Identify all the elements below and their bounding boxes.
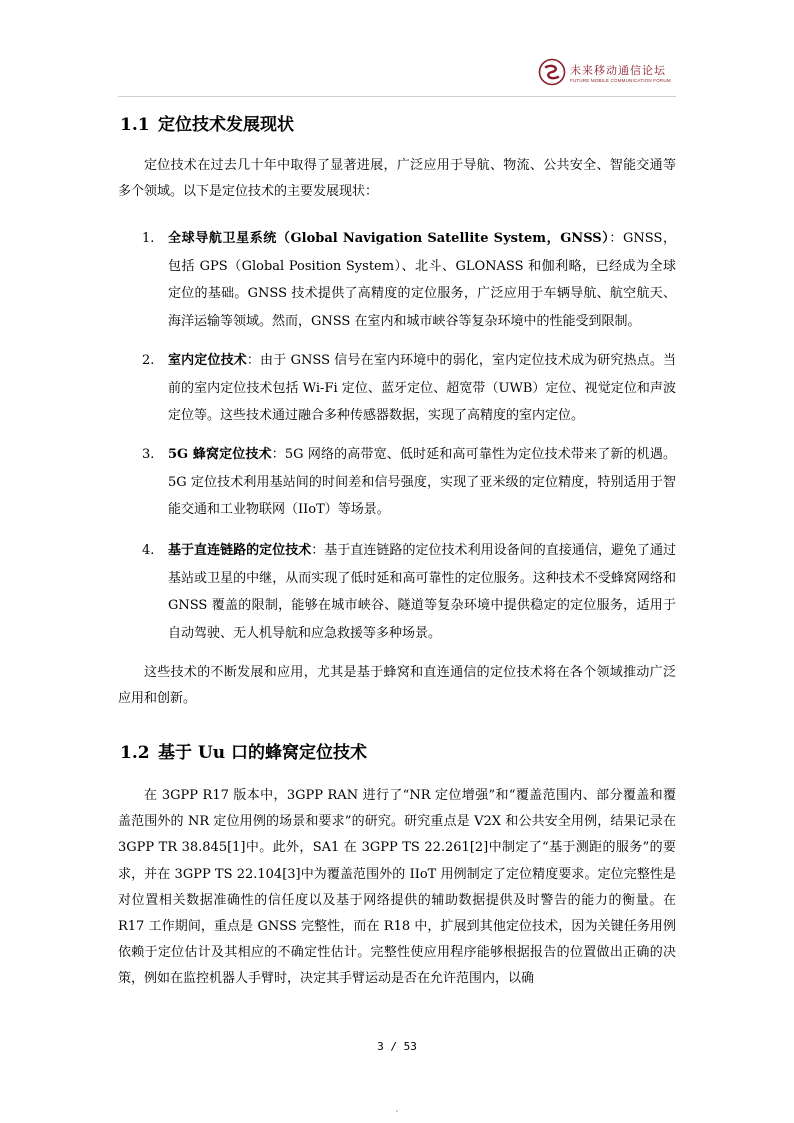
section1-outro: 这些技术的不断发展和应用，尤其是基于蜂窝和直连通信的定位技术将在各个领域推动广泛应用和创新。	[118, 665, 676, 706]
section-heading-1-1	[120, 110, 294, 135]
list-item-text: ：由于 GNSS 信号在室内环境中的弱化，室内定位技术成为研究热点。当前的室内定位技术包括 Wi-Fi 定位、蓝牙定位、超宽带（UWB）定位、视觉定位和声波定位等。这些技术通过融合多种传感器数据，实现了高精度的室内定位。	[168, 353, 676, 423]
forum-logo	[538, 58, 678, 94]
list-item-number: 2.	[142, 353, 155, 368]
list-item-number: 3.	[142, 447, 155, 462]
list-item-term: 室内定位技术	[168, 353, 247, 368]
list-item-number: 4.	[142, 543, 155, 558]
page-marker-dot	[396, 1110, 398, 1112]
list-item	[142, 441, 676, 524]
list-item-term: 5G 蜂窝定位技术	[168, 447, 272, 462]
list-item	[142, 537, 676, 647]
list-item-text: ：GNSS，包括 GPS（Global Position System）、北斗、GLONASS 和伽利略，已经成为全球定位的基础。GNSS 技术提供了高精度的定位服务，广泛应用于车辆导航、航空航天、海洋运输等领域。然而，GNSS 在室内和城市峡谷等复杂环境中的性能受到限制。	[168, 231, 676, 329]
section2-body: 在 3GPP R17 版本中，3GPP RAN 进行了“NR 定位增强”和“覆盖范围内、部分覆盖和覆盖范围外的 NR 定位用例的场景和要求”的研究。研究重点是 V2X 和公共安全用例，结果记录在 3GPP TR 38.845[1]中。此外，SA1 在 3GPP TS 22.261[2]中制定了“基于测距的服务”的要求，并在 3GPP TS 22.104[3]中为覆盖范围外的 IIoT 用例制定了定位精度要求。定位完整性是对位置相关数据准确性的信任度以及基于网络提供的辅助数据提供及时警告的能力的衡量。在 R17 工作期间，重点是 GNSS 完整性，而在 R18 中，扩展到其他定位技术，因为关键任务用例依赖于定位估计及其相应的不确定性估计。完整性使应用程序能够根据报告的位置做出正确的决策，例如在监控机器人手臂时，决定其手臂运动是否在允许范围内，以确	[118, 788, 676, 987]
section-heading-1-2	[120, 738, 367, 763]
section-number: 1.1	[120, 115, 150, 135]
list-item-number: 1.	[142, 231, 155, 246]
section-number: 1.2	[120, 743, 150, 763]
section1-intro: 定位技术在过去几十年中取得了显著进展，广泛应用于导航、物流、公共安全、智能交通等多个领域。以下是定位技术的主要发展现状：	[118, 158, 676, 199]
list-item-term: 基于直连链路的定位技术	[168, 543, 312, 558]
logo-chinese-text: 未来移动通信论坛	[570, 64, 666, 77]
list-item	[142, 225, 676, 335]
list-item-term: 全球导航卫星系统（Global Navigation Satellite System，GNSS）	[168, 231, 610, 246]
section-title: 基于 Uu 口的蜂窝定位技术	[158, 743, 368, 763]
list-item	[142, 347, 676, 430]
list-item-text: ：5G 网络的高带宽、低时延和高可靠性为定位技术带来了新的机遇。5G 定位技术利用基站间的时间差和信号强度，实现了亚米级的定位精度，特别适用于智能交通和工业物联网（IIoT）等场景。	[168, 447, 676, 517]
logo-english-text: FUTURE MOBILE COMMUNICATION FORUM	[570, 78, 671, 83]
header-divider	[118, 96, 676, 97]
section-title: 定位技术发展现状	[158, 115, 294, 135]
list-item-text: ：基于直连链路的定位技术利用设备间的直接通信，避免了通过基站或卫星的中继，从而实现了低时延和高可靠性的定位服务。这种技术不受蜂窝网络和 GNSS 覆盖的限制，能够在城市峡谷、隧道等复杂环境中提供稳定的定位服务，适用于自动驾驶、无人机导航和应急救援等多种场景。	[168, 543, 676, 641]
page-number: 3 / 53	[377, 1040, 417, 1053]
forum-logo-icon	[538, 58, 566, 86]
